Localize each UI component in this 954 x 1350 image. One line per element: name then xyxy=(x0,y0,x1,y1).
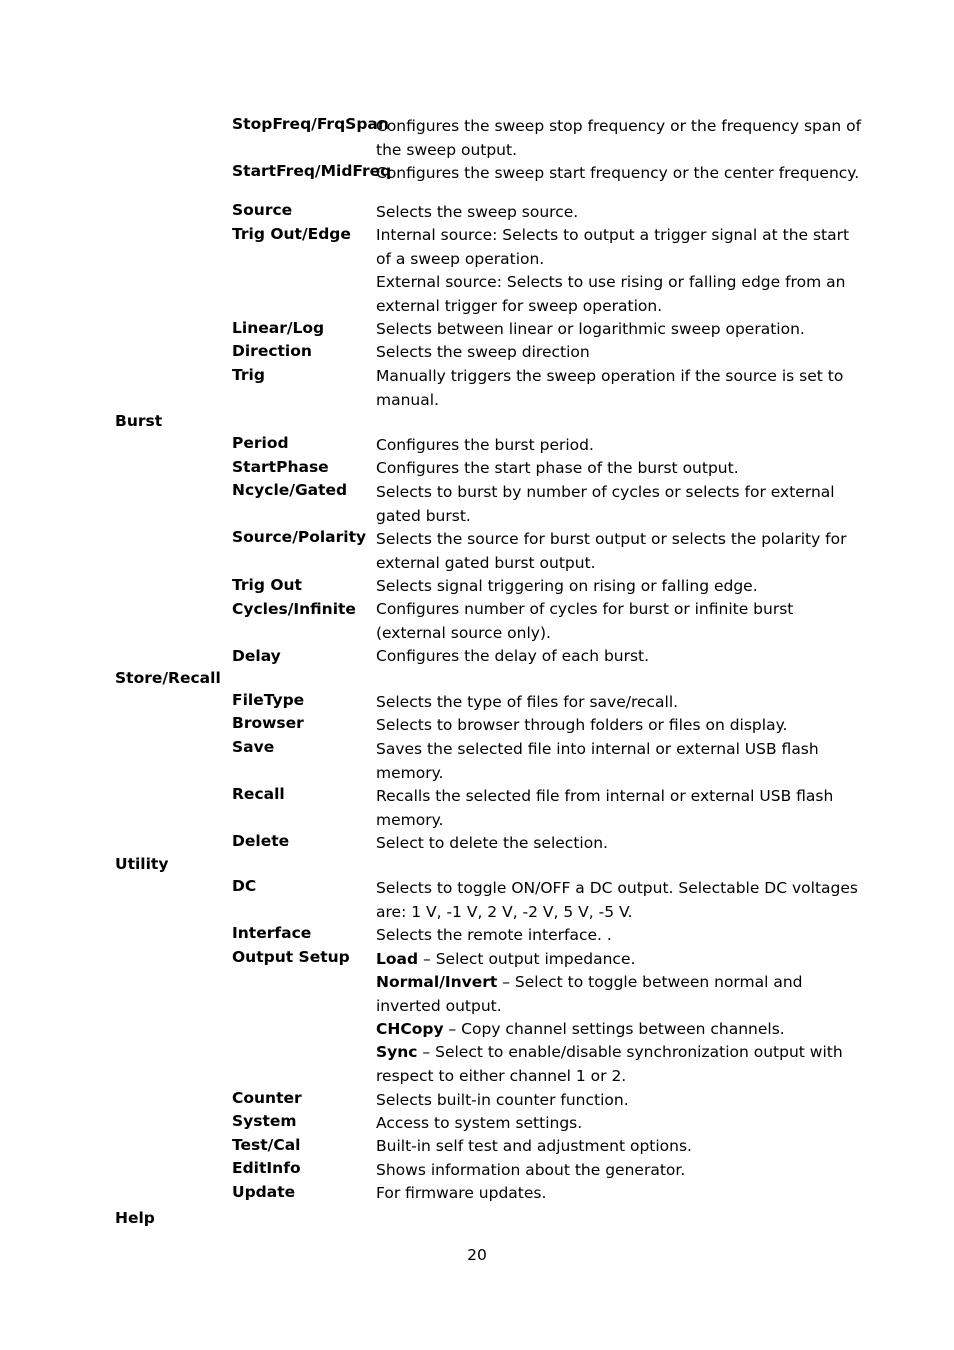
key-recall: Recall xyxy=(232,785,285,803)
desc-interface: Selects the remote interface. . xyxy=(376,926,612,944)
desc-output-sync xyxy=(376,1041,868,1088)
section-help: Help xyxy=(115,1209,155,1227)
desc-delay: Configures the delay of each burst. xyxy=(376,647,650,665)
desc-trigoutedge-internal: Internal source: Selects to output a trigger signal at the start of a sweep operation. xyxy=(376,226,850,268)
key-startfreq: StartFreq/MidFreq xyxy=(232,162,392,180)
page-number: 20 xyxy=(467,1246,487,1264)
text-normal-invert: – Select to toggle between normal and inverted output. xyxy=(376,973,803,1015)
section-utility: Utility xyxy=(115,855,169,873)
desc-system: Access to system settings. xyxy=(376,1114,583,1132)
desc-stopfreq: Configures the sweep stop frequency or the frequency span of the sweep output. xyxy=(376,117,862,159)
desc-linearlog: Selects between linear or logarithmic sweep operation. xyxy=(376,320,805,338)
desc-counter: Selects built-in counter function. xyxy=(376,1091,629,1109)
desc-direction: Selects the sweep direction xyxy=(376,343,590,361)
term-normal-invert: Normal/Invert xyxy=(376,973,498,991)
key-direction: Direction xyxy=(232,342,312,360)
key-interface: Interface xyxy=(232,924,312,942)
key-delay: Delay xyxy=(232,647,281,665)
desc-editinfo: Shows information about the generator. xyxy=(376,1161,686,1179)
desc-startphase: Configures the start phase of the burst output. xyxy=(376,459,739,477)
desc-output-load xyxy=(376,948,868,972)
desc-output-chcopy xyxy=(376,1018,868,1042)
text-sync: – Select to enable/disable synchronization output with respect to either channel 1 or 2. xyxy=(376,1043,843,1085)
text-load: – Select output impedance. xyxy=(418,950,636,968)
desc-trigout: Selects signal triggering on rising or falling edge. xyxy=(376,577,758,595)
key-update: Update xyxy=(232,1183,296,1201)
key-linearlog: Linear/Log xyxy=(232,319,325,337)
desc-sourcepolarity: Selects the source for burst output or selects the polarity for external gated burst output. xyxy=(376,530,847,572)
key-trigout: Trig Out xyxy=(232,576,302,594)
key-period: Period xyxy=(232,434,289,452)
desc-period: Configures the burst period. xyxy=(376,436,594,454)
desc-cycles: Configures number of cycles for burst or infinite burst (external source only). xyxy=(376,600,794,642)
desc-save: Saves the selected file into internal or external USB flash memory. xyxy=(376,740,819,782)
key-ncycle: Ncycle/Gated xyxy=(232,481,348,499)
desc-filetype: Selects the type of files for save/recall. xyxy=(376,693,679,711)
desc-source: Selects the sweep source. xyxy=(376,203,579,221)
desc-delete: Select to delete the selection. xyxy=(376,834,608,852)
key-delete: Delete xyxy=(232,832,290,850)
desc-ncycle: Selects to burst by number of cycles or selects for external gated burst. xyxy=(376,483,835,525)
term-sync: Sync xyxy=(376,1043,418,1061)
desc-browser: Selects to browser through folders or files on display. xyxy=(376,716,788,734)
key-cycles: Cycles/Infinite xyxy=(232,600,356,618)
text-chcopy: – Copy channel settings between channels. xyxy=(443,1020,785,1038)
term-load: Load xyxy=(376,950,419,968)
key-outputsetup: Output Setup xyxy=(232,948,350,966)
key-system: System xyxy=(232,1112,297,1130)
desc-update: For firmware updates. xyxy=(376,1184,547,1202)
key-editinfo: EditInfo xyxy=(232,1159,301,1177)
key-trigoutedge: Trig Out/Edge xyxy=(232,225,351,243)
desc-startfreq: Configures the sweep start frequency or the center frequency. xyxy=(376,164,860,182)
key-save: Save xyxy=(232,738,275,756)
key-stopfreq: StopFreq/FrqSpan xyxy=(232,115,389,133)
desc-trig: Manually triggers the sweep operation if the source is set to manual. xyxy=(376,367,844,409)
key-startphase: StartPhase xyxy=(232,458,329,476)
desc-output-normal-invert xyxy=(376,971,868,1018)
term-chcopy: CHCopy xyxy=(376,1020,444,1038)
key-trig: Trig xyxy=(232,366,265,384)
key-filetype: FileType xyxy=(232,691,305,709)
desc-testcal: Built-in self test and adjustment options. xyxy=(376,1137,692,1155)
desc-dc: Selects to toggle ON/OFF a DC output. Selectable DC voltages are: 1 V, -1 V, 2 V, -2 V, 5 V, -5 V. xyxy=(376,879,858,921)
section-burst: Burst xyxy=(115,412,163,430)
key-dc: DC xyxy=(232,877,257,895)
key-browser: Browser xyxy=(232,714,304,732)
section-store-recall: Store/Recall xyxy=(115,669,221,687)
desc-recall: Recalls the selected file from internal or external USB flash memory. xyxy=(376,787,834,829)
key-source: Source xyxy=(232,201,293,219)
key-counter: Counter xyxy=(232,1089,302,1107)
desc-trigoutedge-external: External source: Selects to use rising or falling edge from an external trigger for sweep operation. xyxy=(376,273,846,315)
key-testcal: Test/Cal xyxy=(232,1136,301,1154)
key-sourcepolarity: Source/Polarity xyxy=(232,528,367,546)
